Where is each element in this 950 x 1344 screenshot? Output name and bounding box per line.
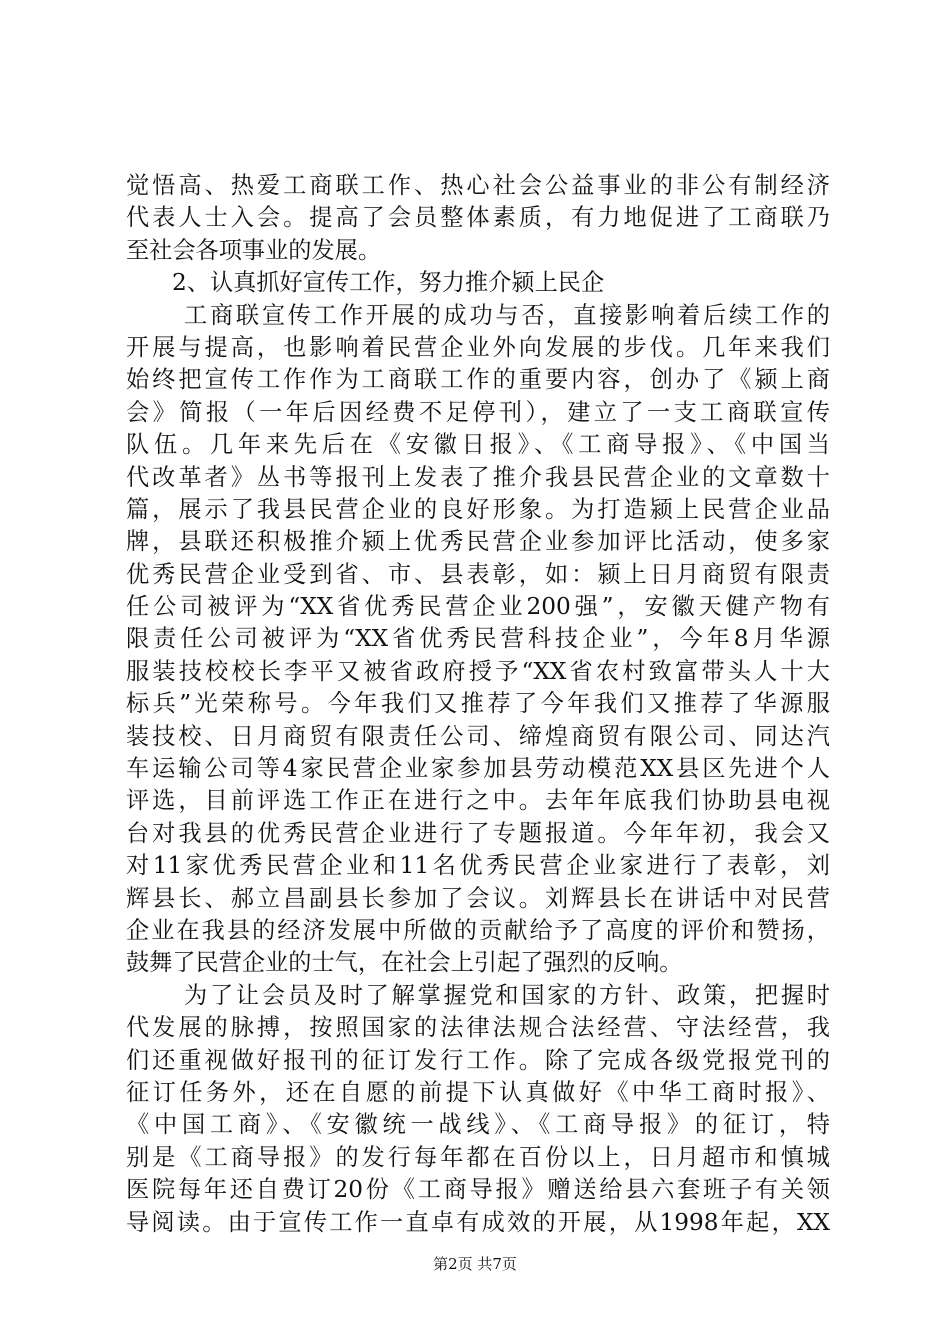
text-line: 车运输公司等4家民营企业家参加县劳动模范XX县区先进个人 <box>126 755 830 783</box>
text-line: 们还重视做好报刊的征订发行工作。除了完成各级党报党刊的 <box>126 1046 830 1074</box>
text-line: 装技校、日月商贸有限责任公司、缔煌商贸有限公司、同达汽 <box>126 722 830 750</box>
text-line: 开展与提高，也影响着民营企业外向发展的步伐。几年来我们 <box>126 333 830 361</box>
text-line: 征订任务外，还在自愿的前提下认真做好《中华工商时报》、 <box>126 1078 830 1106</box>
text-line: 代改革者》丛书等报刊上发表了推介我县民营企业的文章数十 <box>126 463 830 491</box>
text-line: 任公司被评为“XX省优秀民营企业200强”，安徽天健产物有 <box>126 593 830 621</box>
text-line: 辉县长、郝立昌副县长参加了会议。刘辉县长在讲话中对民营 <box>126 884 830 912</box>
text-line: 始终把宣传工作作为工商联工作的重要内容，创办了《颍上商 <box>126 366 830 394</box>
text-line: 企业在我县的经济发展中所做的贡献给予了高度的评价和赞扬， <box>126 916 830 944</box>
text-line: 牌，县联还积极推介颍上优秀民营企业参加评比活动，使多家 <box>126 528 830 556</box>
text-line: 导阅读。由于宣传工作一直卓有成效的开展，从1998年起，XX <box>126 1208 830 1236</box>
text-line: 篇，展示了我县民营企业的良好形象。为打造颍上民营企业品 <box>126 495 830 523</box>
text-line: 评选，目前评选工作正在进行之中。去年年底我们协助县电视 <box>126 787 830 815</box>
page-number-footer: 第2页 共7页 <box>433 1255 517 1273</box>
section-heading: 2、认真抓好宣传工作，努力推介颍上民企 <box>172 269 605 297</box>
text-line: 服装技校校长李平又被省政府授予“XX省农村致富带头人十大 <box>126 657 830 685</box>
text-line: 医院每年还自费订20份《工商导报》赠送给县六套班子有关领 <box>126 1176 830 1204</box>
text-line: 优秀民营企业受到省、市、县表彰，如：颍上日月商贸有限责 <box>126 560 830 588</box>
text-line: 台对我县的优秀民营企业进行了专题报道。今年年初，我会又 <box>126 819 830 847</box>
text-line: 标兵”光荣称号。今年我们又推荐了今年我们又推荐了华源服 <box>126 690 830 718</box>
document-body <box>126 170 830 1239</box>
text-line: 鼓舞了民营企业的士气，在社会上引起了强烈的反响。 <box>126 949 683 977</box>
text-line: 《中国工商》、《安徽统一战线》、《工商导报》的征订，特 <box>126 1111 830 1139</box>
text-line: 为了让会员及时了解掌握党和国家的方针、政策，把握时 <box>184 981 830 1009</box>
text-line: 至社会各项事业的发展。 <box>126 236 382 264</box>
text-line: 代表人士入会。提高了会员整体素质，有力地促进了工商联乃 <box>126 204 830 232</box>
text-line: 工商联宣传工作开展的成功与否，直接影响着后续工作的 <box>184 301 830 329</box>
text-line: 对11家优秀民营企业和11名优秀民营企业家进行了表彰，刘 <box>126 852 830 880</box>
text-line: 觉悟高、热爱工商联工作、热心社会公益事业的非公有制经济 <box>126 172 830 199</box>
text-line: 限责任公司被评为“XX省优秀民营科技企业”，今年8月华源 <box>126 625 830 653</box>
text-line: 代发展的脉搏，按照国家的法律法规合法经营、守法经营，我 <box>126 1014 830 1042</box>
text-line: 会》简报（一年后因经费不足停刊），建立了一支工商联宣传 <box>126 398 830 426</box>
text-line: 队伍。几年来先后在《安徽日报》、《工商导报》、《中国当 <box>126 431 830 459</box>
text-line: 别是《工商导报》的发行每年都在百份以上，日月超市和慎城 <box>126 1143 830 1171</box>
